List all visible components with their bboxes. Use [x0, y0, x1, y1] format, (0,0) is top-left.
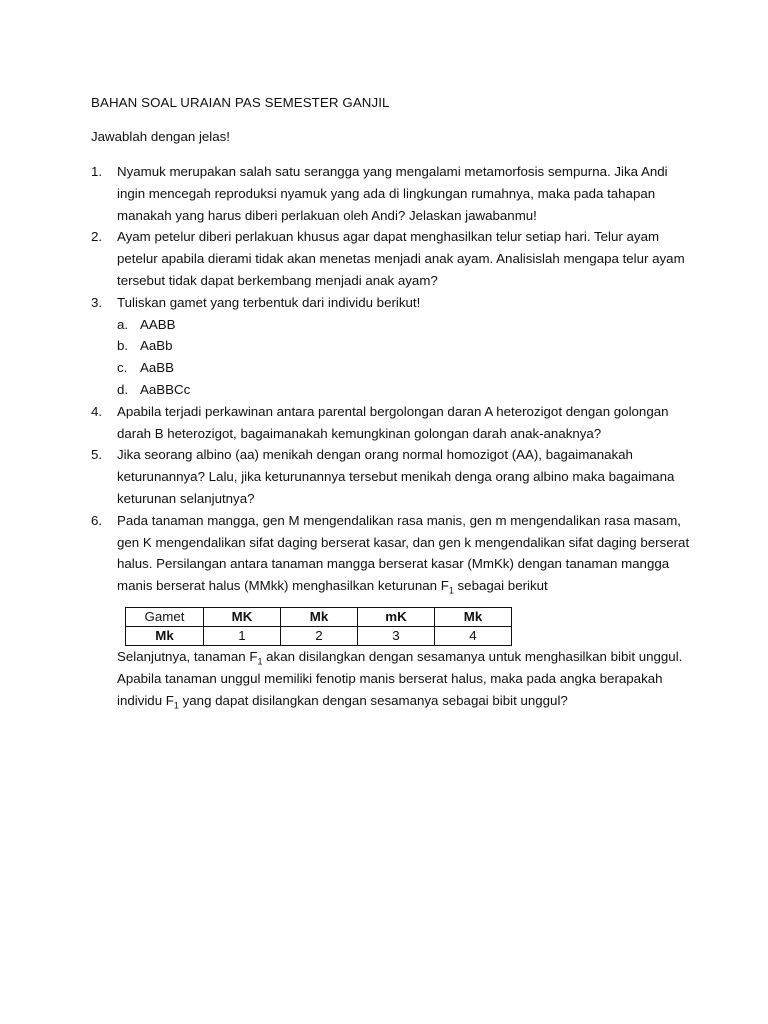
page-title: BAHAN SOAL URAIAN PAS SEMESTER GANJIL [91, 95, 390, 110]
question-text-part: Selanjutnya, tanaman F [117, 648, 258, 664]
sub-item [117, 335, 691, 357]
question-text: Jika seorang albino (aa) menikah dengan orang normal homozigot (AA), bagaimanakah keturunannya? Lalu, jika keturunannya tersebut menikah denga orang albino maka bagaimana keturunan selanjutnya? [117, 447, 675, 506]
table-cell: 2 [281, 626, 358, 645]
question-text: Nyamuk merupakan salah satu serangga yang mengalami metamorfosis sempurna. Jika Andi ingin mencegah reproduksi nyamuk yang ada di lingkungan rumahnya, maka pada tahapan manakah yang harus diberi perlakuan oleh Andi? Jelaskan jawabanmu! [117, 164, 668, 223]
table-header-cell: Gamet [126, 607, 204, 626]
table-header-cell: mK [358, 607, 435, 626]
sub-item-letter: c. [117, 360, 128, 376]
question-item [91, 292, 691, 401]
question-item [91, 226, 691, 291]
question-text-part: yang dapat disilangkan dengan sesamanya sebagai bibit unggul? [178, 692, 568, 708]
table-row [126, 626, 512, 645]
table-header-row [126, 607, 512, 626]
question-text-part: sebagai berikut [453, 578, 548, 594]
sub-item [117, 314, 691, 336]
question-number: 1. [91, 164, 103, 179]
subscript: 1 [173, 700, 179, 711]
question-item [91, 161, 691, 226]
table-cell: 1 [204, 626, 281, 645]
question-number: 3. [91, 294, 103, 310]
sub-item [117, 357, 691, 379]
sub-item-letter: b. [117, 338, 129, 354]
sub-item-letter: a. [117, 316, 129, 332]
instruction-text: Jawablah dengan jelas! [91, 129, 230, 144]
question-item [91, 510, 691, 712]
sub-item-text: AaBb [140, 338, 173, 354]
subscript: 1 [448, 585, 454, 596]
question-item [91, 401, 691, 445]
question-text-part: Pada tanaman mangga, gen M mengendalikan rasa manis, gen m mengendalikan rasa masam, gen K mengendalikan sifat daging berserat kasar, dan gen k mengendalikan sifat daging berserat halus. Persilangan antara tanaman mangga berserat kasar (MmKk) dengan tanaman mangga manis berserat halus (MMkk) menghasilkan keturunan F [117, 512, 690, 594]
table-header-cell: Mk [281, 607, 358, 626]
question-number: 5. [91, 447, 103, 463]
table-cell: 4 [435, 626, 512, 645]
question-number: 2. [91, 229, 103, 245]
question-number: 6. [91, 512, 103, 528]
question-list [91, 161, 691, 711]
sub-item-text: AaBBCc [140, 381, 191, 397]
question-text: Tuliskan gamet yang terbentuk dari individu berikut! [117, 294, 421, 310]
question-body [117, 510, 691, 712]
question-item [91, 444, 691, 509]
question-text: Ayam petelur diberi perlakuan khusus agar dapat menghasilkan telur setiap hari. Telur ayam petelur apabila dierami tidak akan menetas menjadi anak ayam. Analisislah mengapa telur ayam tersebut tidak dapat berkembang menjadi anak ayam? [117, 229, 685, 288]
sub-item [117, 379, 691, 401]
table-row-header-cell: Mk [126, 626, 204, 645]
question-text [117, 510, 691, 597]
sub-item-text: AaBB [140, 360, 175, 376]
question-followup-text [117, 646, 691, 711]
table-header-cell: MK [204, 607, 281, 626]
question-text-part: akan disilangkan dengan sesamanya untuk menghasilkan bibit unggul. Apabila tanaman unggul memiliki fenotip manis berserat halus, maka pada angka berapakah individu F [117, 648, 683, 708]
sub-item-letter: d. [117, 381, 129, 397]
table-header-cell: Mk [435, 607, 512, 626]
subscript: 1 [257, 656, 263, 667]
gamete-table [125, 607, 512, 646]
sub-item-text: AABB [140, 316, 176, 332]
question-number: 4. [91, 403, 103, 419]
table-cell: 3 [358, 626, 435, 645]
question-text: Apabila terjadi perkawinan antara parental bergolongan daran A heterozigot dengan golongan darah B heterozigot, bagaimanakah kemungkinan golongan darah anak-anaknya? [117, 403, 669, 441]
question-body [117, 292, 691, 401]
